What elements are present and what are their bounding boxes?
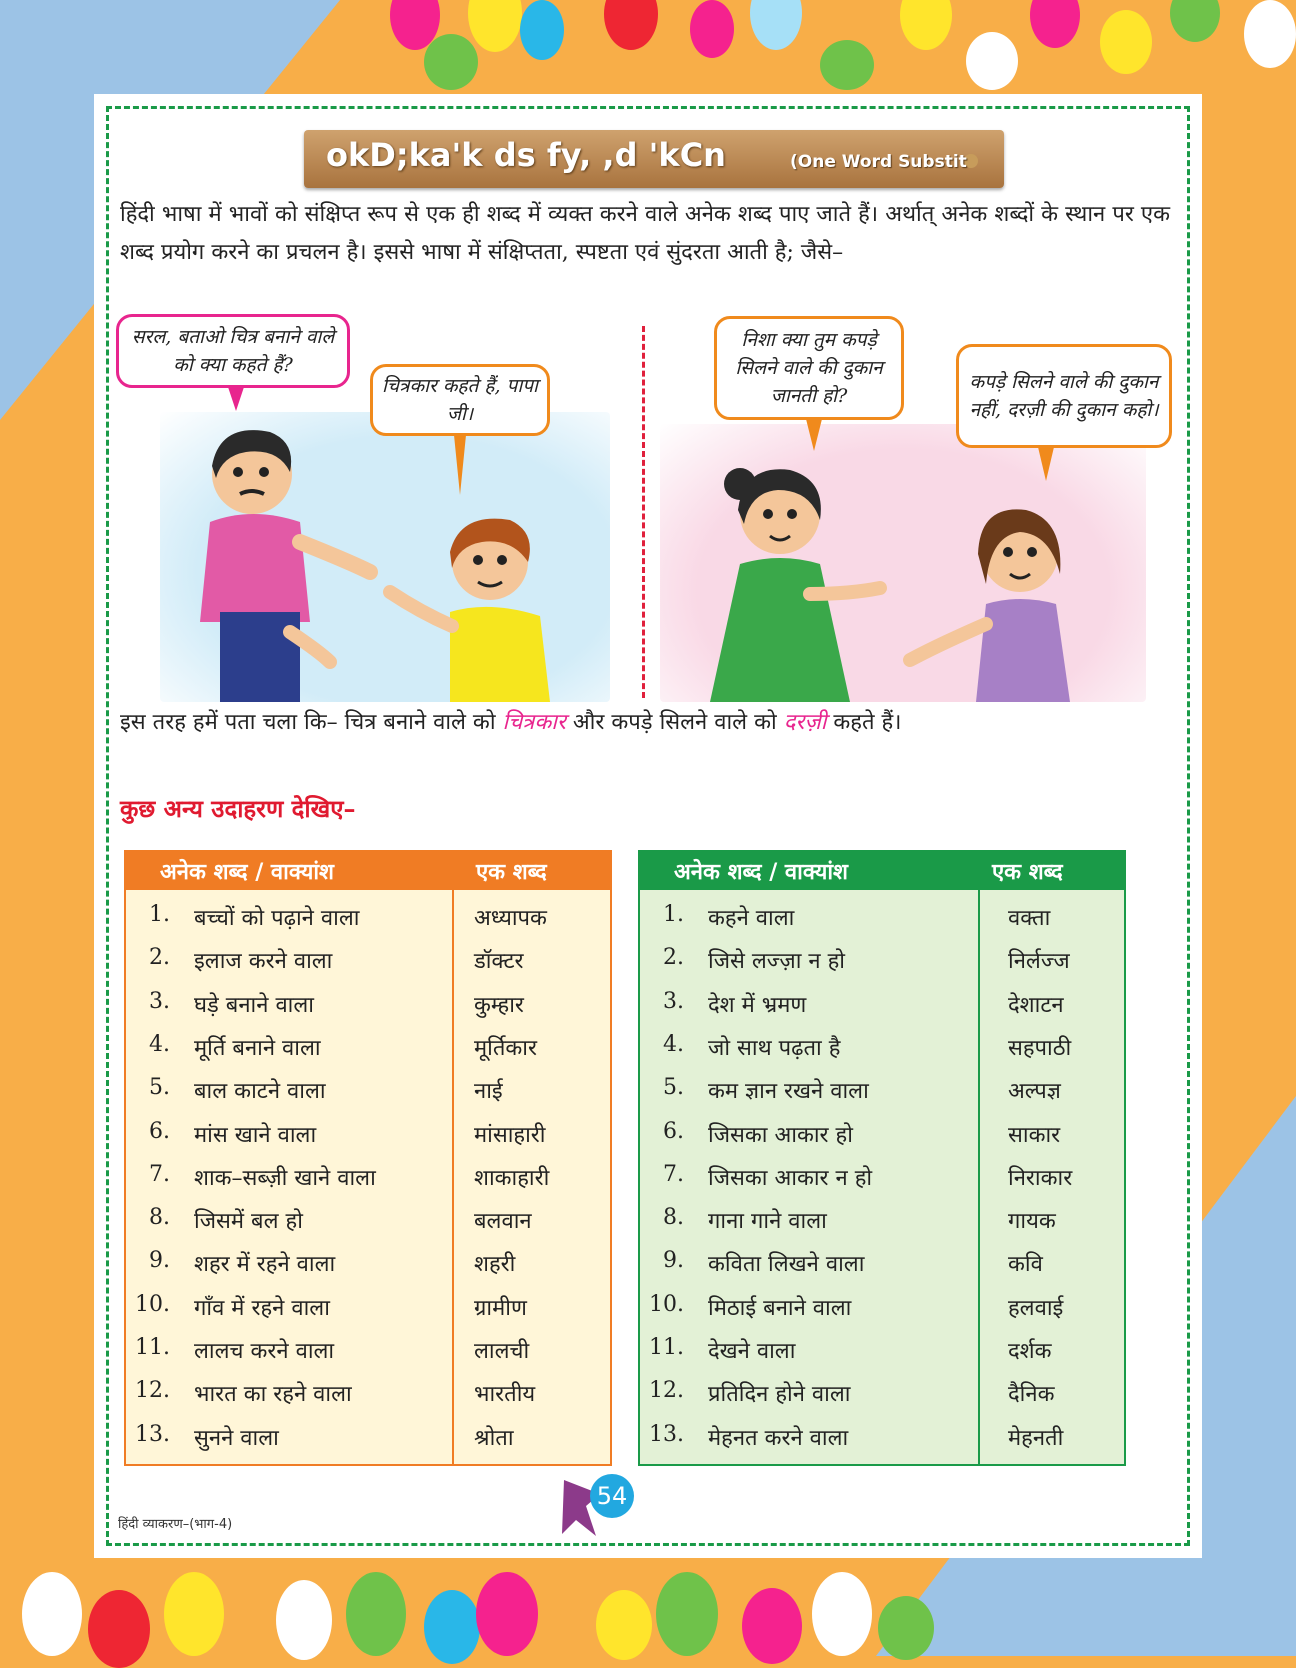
row-number: 5.	[149, 1075, 170, 1101]
row-phrase: मिठाई बनाने वाला	[708, 1295, 852, 1321]
row-word: श्रोता	[474, 1425, 514, 1451]
table-row	[638, 1329, 1126, 1372]
row-phrase: मेहनत करने वाला	[708, 1425, 849, 1451]
row-phrase: प्रतिदिन होने वाला	[708, 1382, 851, 1408]
row-number: 1.	[149, 902, 170, 927]
table-row	[124, 1372, 612, 1415]
header-word: एक शब्द	[476, 859, 547, 885]
row-phrase: गाँव में रहने वाला	[194, 1295, 330, 1321]
speech-bubble-boy: चित्रकार कहते हैं, पापा जी।	[370, 364, 550, 436]
footer-book-title: हिंदी व्याकरण–(भाग-4)	[118, 1517, 233, 1532]
row-phrase: शाक–सब्ज़ी खाने वाला	[194, 1165, 376, 1191]
row-phrase: शहर में रहने वाला	[194, 1252, 336, 1278]
speech-bubble-tail	[228, 387, 244, 411]
row-word: दैनिक	[1008, 1382, 1055, 1408]
girls-drawing	[660, 424, 1146, 702]
row-number: 3.	[663, 988, 684, 1014]
row-word: गायक	[1008, 1209, 1056, 1235]
father-son-drawing	[160, 412, 610, 702]
row-word: अध्यापक	[474, 906, 547, 931]
highlight-chitrakar: चित्रकार	[502, 710, 566, 735]
row-number: 2.	[663, 945, 684, 971]
speech-bubble-girl2: कपड़े सिलने वाले की दुकान नहीं, दरज़ी की दुकान कहो।	[956, 344, 1172, 448]
table-row	[124, 1113, 612, 1156]
row-number: 6.	[149, 1118, 170, 1144]
conclusion-text: इस तरह हमें पता चला कि– चित्र बनाने वाले को	[120, 710, 503, 735]
table-row	[638, 1199, 1126, 1242]
row-number: 11.	[135, 1335, 170, 1360]
row-number: 9.	[149, 1248, 170, 1274]
row-word: साकार	[1008, 1122, 1061, 1148]
speech-bubble-tail	[806, 419, 822, 451]
row-word: भारतीय	[474, 1382, 536, 1408]
row-word: मेहनती	[1008, 1425, 1064, 1451]
row-phrase: जिसे लज्ज़ा न हो	[708, 949, 845, 975]
table-row	[638, 1372, 1126, 1415]
table-row	[124, 896, 612, 939]
highlight-darzi: दरज़ी	[783, 710, 827, 735]
row-number: 13.	[649, 1421, 684, 1447]
table-row	[124, 1069, 612, 1112]
table-row	[124, 1242, 612, 1285]
row-number: 1.	[663, 902, 684, 927]
row-number: 8.	[663, 1205, 684, 1231]
row-phrase: मांस खाने वाला	[194, 1122, 317, 1148]
table-row	[638, 896, 1126, 939]
speech-bubble-tail	[1038, 447, 1054, 481]
table-row	[124, 1329, 612, 1372]
row-number: 4.	[149, 1031, 170, 1057]
page-title: okD;ka'k ds fy, ,d 'kCn	[326, 136, 726, 174]
row-number: 10.	[649, 1291, 684, 1317]
row-number: 2.	[149, 945, 170, 971]
row-phrase: मूर्ति बनाने वाला	[194, 1035, 321, 1061]
illustration-father-son	[160, 412, 610, 702]
table-row	[638, 983, 1126, 1026]
row-number: 13.	[135, 1421, 170, 1447]
row-word: बलवान	[474, 1209, 532, 1235]
table-row	[124, 1026, 612, 1069]
header-phrase: अनेक शब्द / वाक्यांश	[160, 859, 335, 885]
row-number: 11.	[649, 1335, 684, 1360]
row-number: 7.	[663, 1161, 684, 1187]
row-word: निराकार	[1008, 1165, 1073, 1191]
row-word: शाकाहारी	[474, 1165, 550, 1191]
speech-bubble-tail	[454, 435, 466, 495]
conclusion-paragraph	[120, 704, 1170, 742]
row-word: मांसाहारी	[474, 1122, 546, 1148]
row-word: कुम्हार	[474, 992, 524, 1018]
table-row	[638, 939, 1126, 982]
intro-paragraph: हिंदी भाषा में भावों को संक्षिप्त रूप से एक ही शब्द में व्यक्त करने वाले अनेक शब्द पाए जाते हैं। अर्थात् अनेक शब्दों के स्थान पर एक शब्द प्रयोग करने का प्रचलन है। इससे भाषा में संक्षिप्तता, स्पष्टता एवं सुंदरता आती है; जैसे–	[120, 202, 1170, 265]
row-phrase: बच्चों को पढ़ाने वाला	[194, 906, 360, 931]
row-phrase: भारत का रहने वाला	[194, 1382, 352, 1408]
row-phrase: देखने वाला	[708, 1339, 796, 1364]
title-board	[304, 130, 1004, 188]
row-phrase: गाना गाने वाला	[708, 1209, 827, 1235]
row-number: 9.	[663, 1248, 684, 1274]
row-word: सहपाठी	[1008, 1035, 1072, 1061]
row-phrase: लालच करने वाला	[194, 1339, 335, 1364]
row-word: वक्ता	[1008, 906, 1051, 931]
row-number: 7.	[149, 1161, 170, 1187]
row-word: मूर्तिकार	[474, 1035, 537, 1061]
row-word: दर्शक	[1008, 1339, 1052, 1364]
row-phrase: कविता लिखने वाला	[708, 1252, 865, 1278]
table-row	[124, 1286, 612, 1329]
table-right	[638, 850, 1126, 1468]
speech-bubble-father: सरल, बताओ चित्र बनाने वाले को क्या कहते हैं?	[116, 314, 350, 388]
table-row	[124, 983, 612, 1026]
row-number: 12.	[649, 1378, 684, 1404]
row-number: 5.	[663, 1075, 684, 1101]
page-subtitle: (One Word Substit	[790, 152, 967, 172]
illustration-two-girls	[660, 424, 1146, 702]
row-word: हलवाई	[1008, 1295, 1064, 1321]
row-number: 8.	[149, 1205, 170, 1231]
row-number: 12.	[135, 1378, 170, 1404]
table-row	[638, 1242, 1126, 1285]
conclusion-text: और कपड़े सिलने वाले को	[565, 710, 784, 735]
row-phrase: इलाज करने वाला	[194, 949, 333, 975]
row-phrase: जिसका आकार हो	[708, 1122, 853, 1148]
row-phrase: जो साथ पढ़ता है	[708, 1035, 841, 1061]
row-word: शहरी	[474, 1252, 516, 1278]
table-row	[124, 1156, 612, 1199]
row-phrase: जिसमें बल हो	[194, 1209, 303, 1235]
examples-heading: कुछ अन्य उदाहरण देखिए–	[120, 794, 356, 823]
row-phrase: जिसका आकार न हो	[708, 1165, 873, 1191]
row-word: देशाटन	[1008, 992, 1064, 1018]
header-word: एक शब्द	[992, 859, 1063, 885]
row-phrase: कम ज्ञान रखने वाला	[708, 1079, 869, 1105]
row-phrase: सुनने वाला	[194, 1425, 279, 1451]
row-number: 6.	[663, 1118, 684, 1144]
speech-bubble-girl1: निशा क्या तुम कपड़े सिलने वाले की दुकान जानती हो?	[714, 316, 904, 420]
row-phrase: देश में भ्रमण	[708, 992, 807, 1018]
scene-divider	[642, 326, 645, 698]
conclusion-text: कहते हैं।	[826, 710, 902, 735]
page	[94, 94, 1202, 1558]
row-number: 3.	[149, 988, 170, 1014]
row-word: अल्पज्ञ	[1008, 1079, 1061, 1105]
table-row	[638, 1026, 1126, 1069]
row-phrase: बाल काटने वाला	[194, 1079, 326, 1105]
row-word: लालची	[474, 1339, 530, 1364]
row-number: 4.	[663, 1031, 684, 1057]
table-left	[124, 850, 612, 1468]
row-word: निर्लज्ज	[1008, 949, 1070, 975]
row-word: नाई	[474, 1079, 503, 1105]
row-word: ग्रामीण	[474, 1295, 527, 1321]
page-number: 54	[590, 1474, 634, 1518]
table-row	[124, 939, 612, 982]
table-right-header	[638, 850, 1126, 890]
row-number: 10.	[135, 1291, 170, 1317]
table-left-header	[124, 850, 612, 890]
header-phrase: अनेक शब्द / वाक्यांश	[674, 859, 849, 885]
table-row	[638, 1416, 1126, 1459]
table-row	[638, 1286, 1126, 1329]
table-row	[638, 1113, 1126, 1156]
row-phrase: घड़े बनाने वाला	[194, 992, 314, 1018]
row-word: कवि	[1008, 1252, 1043, 1278]
table-row	[638, 1069, 1126, 1112]
table-row	[638, 1156, 1126, 1199]
table-row	[124, 1416, 612, 1459]
row-word: डॉक्टर	[474, 949, 524, 975]
table-row	[124, 1199, 612, 1242]
row-phrase: कहने वाला	[708, 906, 795, 931]
